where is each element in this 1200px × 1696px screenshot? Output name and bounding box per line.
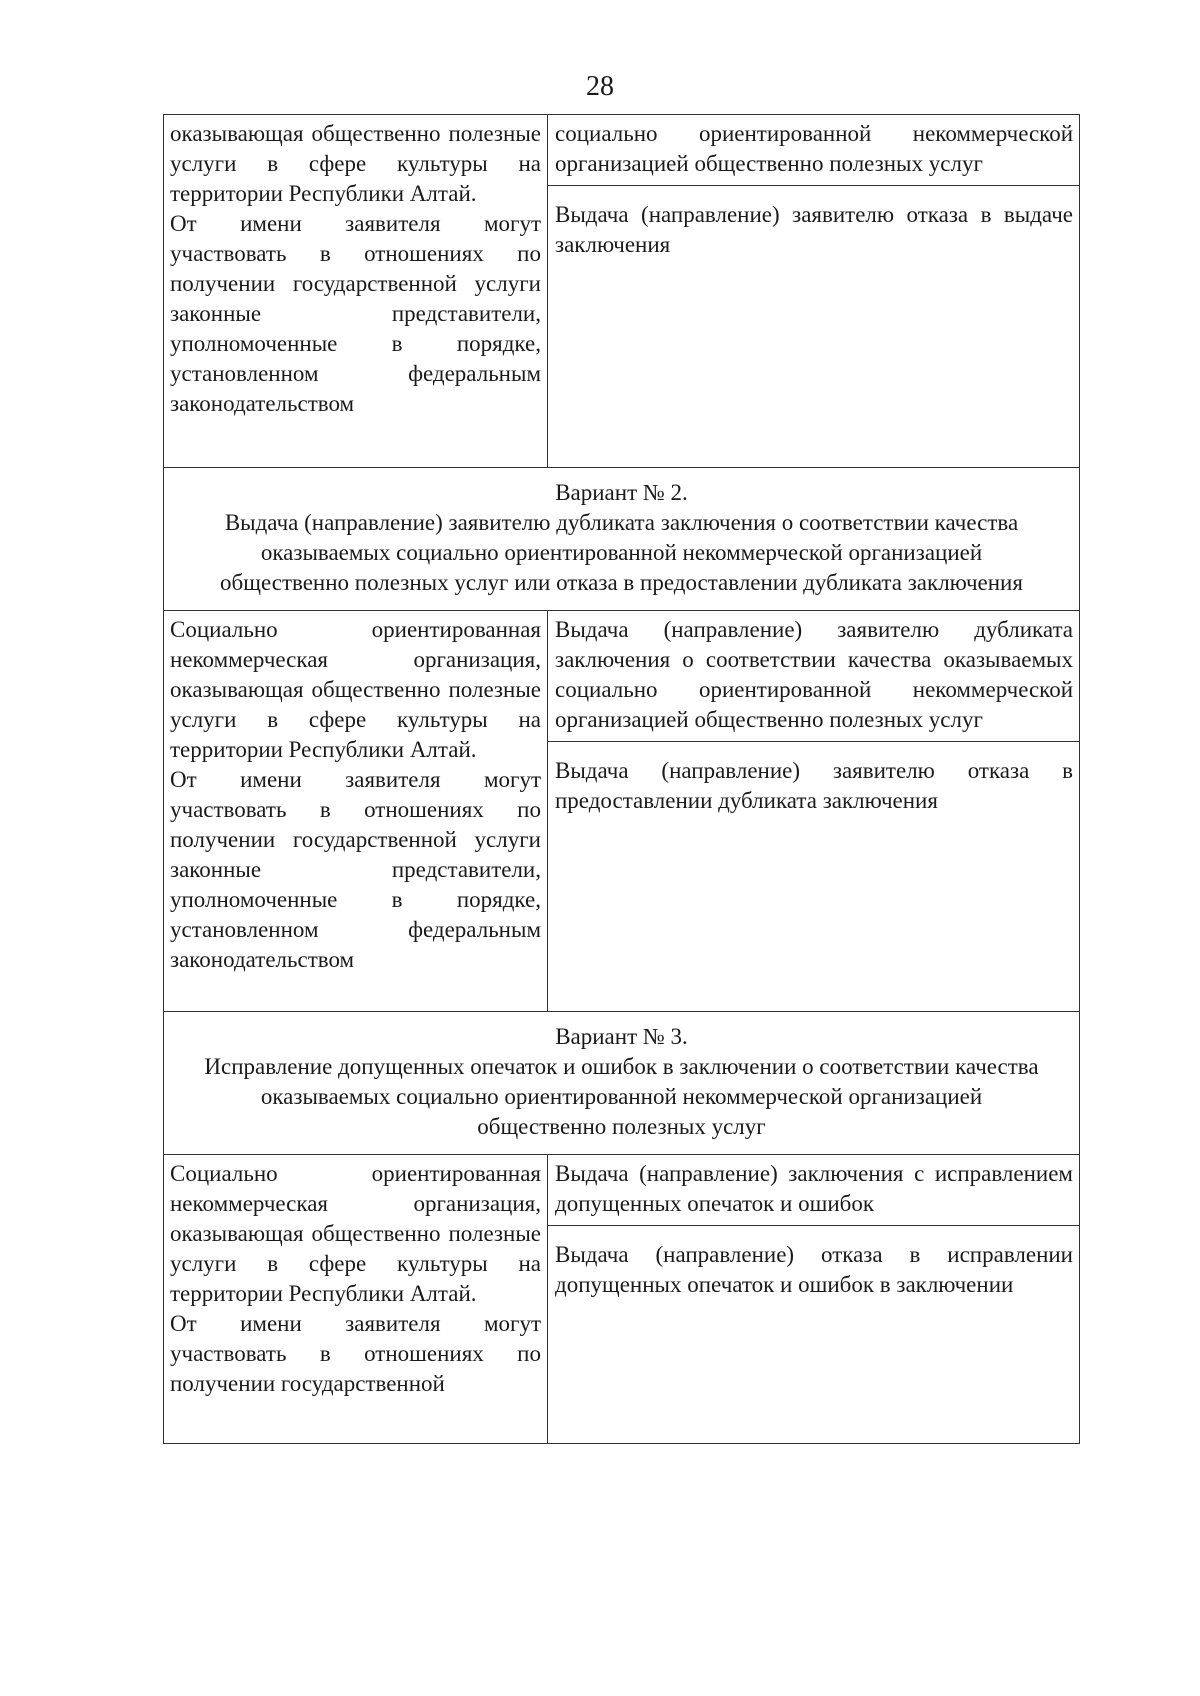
table-row (164, 115, 1080, 468)
result-item: Выдача (направление) заявителю отказа в выдаче заключения (548, 185, 1079, 266)
table-row (164, 1155, 1080, 1444)
result-item: Выдача (направление) заявителю дубликата заключения о соответствии качества оказываемых социально ориентированной некоммерческой организацией общественно полезных услуг (555, 617, 1073, 732)
result-item: Выдача (направление) заключения с исправлением допущенных опечаток и ошибок (555, 1161, 1073, 1216)
applicant-cell (164, 1155, 548, 1444)
services-table (163, 114, 1080, 1444)
applicant-cell (164, 115, 548, 468)
result-item: Выдача (направление) отказа в исправлении допущенных опечаток и ошибок в заключении (548, 1225, 1079, 1306)
applicant-cell (164, 611, 548, 1012)
results-cell (548, 1155, 1080, 1444)
variant-header (164, 468, 1080, 611)
variant-header (164, 1012, 1080, 1155)
results-cell (548, 611, 1080, 1012)
table-row (164, 611, 1080, 1012)
variant-title: Вариант № 3. (555, 1024, 688, 1049)
page-number: 28 (586, 71, 614, 102)
applicant-text: оказывающая общественно полезные услуги в сфере культуры на территории Республики Алтай. От имени заявителя могут участвовать в отношениях по получении государственной услуги законные представители, уполномоченные в порядке, установленном федеральным законодательством (170, 121, 541, 416)
variant-description: Выдача (направление) заявителю дубликата заключения о соответствии качества оказываемых социально ориентированной некоммерческой организацией общественно полезных услуг или отказа в предоставлении дубликата заключения (220, 510, 1023, 595)
variant-row (164, 468, 1080, 611)
variant-title: Вариант № 2. (555, 480, 688, 505)
results-cell (548, 115, 1080, 468)
variant-row (164, 1012, 1080, 1155)
applicant-text: Социально ориентированная некоммерческая организация, оказывающая общественно полезные услуги в сфере культуры на территории Республики Алтай. От имени заявителя могут участвовать в отношениях по получении государственной услуги законные представители, уполномоченные в порядке, установленном федеральным законодательством (170, 617, 541, 972)
result-item: социально ориентированной некоммерческой организацией общественно полезных услуг (555, 121, 1073, 176)
result-item: Выдача (направление) заявителю отказа в предоставлении дубликата заключения (548, 741, 1079, 822)
variant-description: Исправление допущенных опечаток и ошибок в заключении о соответствии качества оказываемых социально ориентированной некоммерческой организацией общественно полезных услуг (204, 1054, 1039, 1139)
applicant-text: Социально ориентированная некоммерческая организация, оказывающая общественно полезные услуги в сфере культуры на территории Республики Алтай. От имени заявителя могут участвовать в отношениях по получении государственной (170, 1161, 541, 1396)
